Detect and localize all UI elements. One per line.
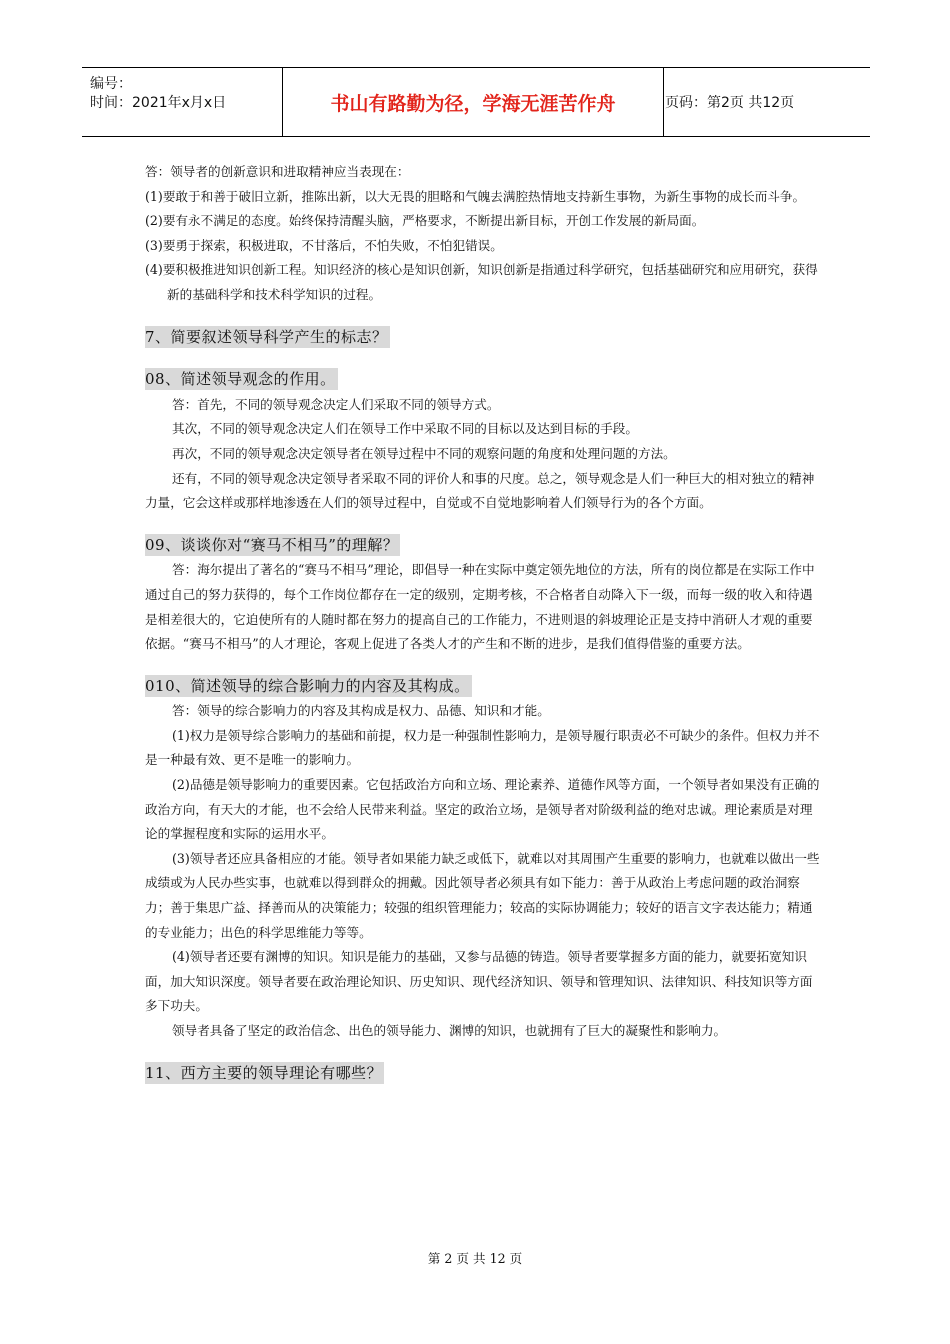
list-item: (2)要有永不满足的态度。始终保持清醒头脑，严格要求，不断提出新目标，开创工作发展的新局面。 — [145, 213, 705, 229]
answer-paragraph: 还有，不同的领导观念决定领导者采取不同的评价人和事的尺度。总之，领导观念是人们一种巨大的相对独立的精神力量，它会这样或那样地渗透在人们的领导过程中，自觉或不自觉地影响着人们领导行为的各个方面。 — [145, 470, 815, 511]
page-footer: 第 2 页 共 12 页 — [427, 1251, 523, 1266]
question-heading: 7、简要叙述领导科学产生的标志？ — [145, 327, 388, 346]
question-heading: 11、西方主要的领导理论有哪些？ — [145, 1063, 383, 1082]
page-body — [145, 160, 820, 1086]
answer-paragraph: (2)品德是领导影响力的重要因素。它包括政治方向和立场、理论素养、道德作风等方面，一个领导者如果没有正确的政治方向，有天大的才能，也不会给人民带来利益。坚定的政治立场，是领导者对阶级利益的绝对忠诚。理论素质是对理论的掌握程度和实际的运用水平。 — [145, 777, 820, 842]
intro-text: 答：领导者的创新意识和进取精神应当表现在： — [145, 164, 410, 179]
answer-paragraph: 答：海尔提出了著名的“赛马不相马”理论，即倡导一种在实际中奠定领先地位的方法，所有的岗位都是在实际工作中通过自己的努力获得的，每个工作岗位都存在一定的级别，定期考核，不合格者自动降入下一级，而每一级的收入和待遇是相差很大的，它迫使所有的人随时都在努力的提高自己的工作能力，不进则退的斜坡理论正是支持中消研人才观的重要依据。“赛马不相马”的人才理论，客观上促进了各类人才的产生和不断的进步，是我们值得借鉴的重要方法。 — [145, 562, 815, 652]
answer-paragraph: 其次，不同的领导观念决定人们在领导工作中采取不同的目标以及达到目标的手段。 — [172, 421, 638, 437]
document-header — [82, 67, 870, 137]
list-item: (1)要敢于和善于破旧立新，推陈出新，以大无畏的胆略和气魄去满腔热情地支持新生事物，为新生事物的成长而斗争。 — [145, 188, 806, 204]
header-motto: 书山有路勤为径，学海无涯苦作舟 — [330, 92, 616, 115]
answer-paragraph: 领导者具备了坚定的政治信念、出色的领导能力、渊博的知识，也就拥有了巨大的凝聚性和影响力。 — [172, 1023, 727, 1038]
question-heading: 010、简述领导的综合影响力的内容及其构成。 — [145, 676, 470, 695]
answer-paragraph: 再次，不同的领导观念决定领导者在领导过程中不同的观察问题的角度和处理问题的方法。 — [172, 445, 676, 461]
answer-paragraph: (3)领导者还应具备相应的才能。领导者如果能力缺乏或低下，就难以对其周围产生重要的影响力，也就难以做出一些成绩或为人民办些实事，也就难以得到群众的拥戴。因此领导者必须具有如下能力：善于从政治上考虑问题的政治洞察力；善于集思广益、择善而从的决策能力；较强的组织管理能力；较高的实际协调能力；较好的语言文字表达能力；精通的专业能力；出色的科学思维能力等等。 — [145, 850, 820, 940]
list-item: (3)要勇于探索，积极进取，不甘落后，不怕失败，不怕犯错误。 — [145, 237, 503, 253]
answer-paragraph: 答：首先，不同的领导观念决定人们采取不同的领导方式。 — [172, 396, 500, 412]
question-heading: 09、谈谈你对“赛马不相马”的理解？ — [145, 535, 399, 554]
time-label: 时间：2021年x月x日 — [90, 95, 227, 111]
answer-paragraph: (4)领导者还要有渊博的知识。知识是能力的基础，又参与品德的铸造。领导者要掌握多方面的能力，就要拓宽知识面，加大知识深度。领导者要在政治理论知识、历史知识、现代经济知识、领导和管理知识、法律知识、科技知识等方面多下功夫。 — [145, 949, 813, 1014]
answer-paragraph: (1)权力是领导综合影响力的基础和前提，权力是一种强制性影响力，是领导履行职责必不可缺少的条件。但权力并不是一种最有效、更不是唯一的影响力。 — [145, 727, 820, 768]
header-meta — [82, 68, 282, 136]
page-label: 页码：第2页 共12页 — [665, 95, 795, 111]
question-heading: 08、简述领导观念的作用。 — [145, 370, 336, 389]
header-divider — [663, 68, 664, 136]
list-item: (4)要积极推进知识创新工程。知识经济的核心是知识创新，知识创新是指通过科学研究，包括基础研究和应用研究，获得新的基础科学和技术科学知识的过程。 — [145, 262, 818, 302]
code-label: 编号： — [90, 76, 132, 92]
answer-paragraph: 答：领导的综合影响力的内容及其构成是权力、品德、知识和才能。 — [172, 703, 550, 719]
